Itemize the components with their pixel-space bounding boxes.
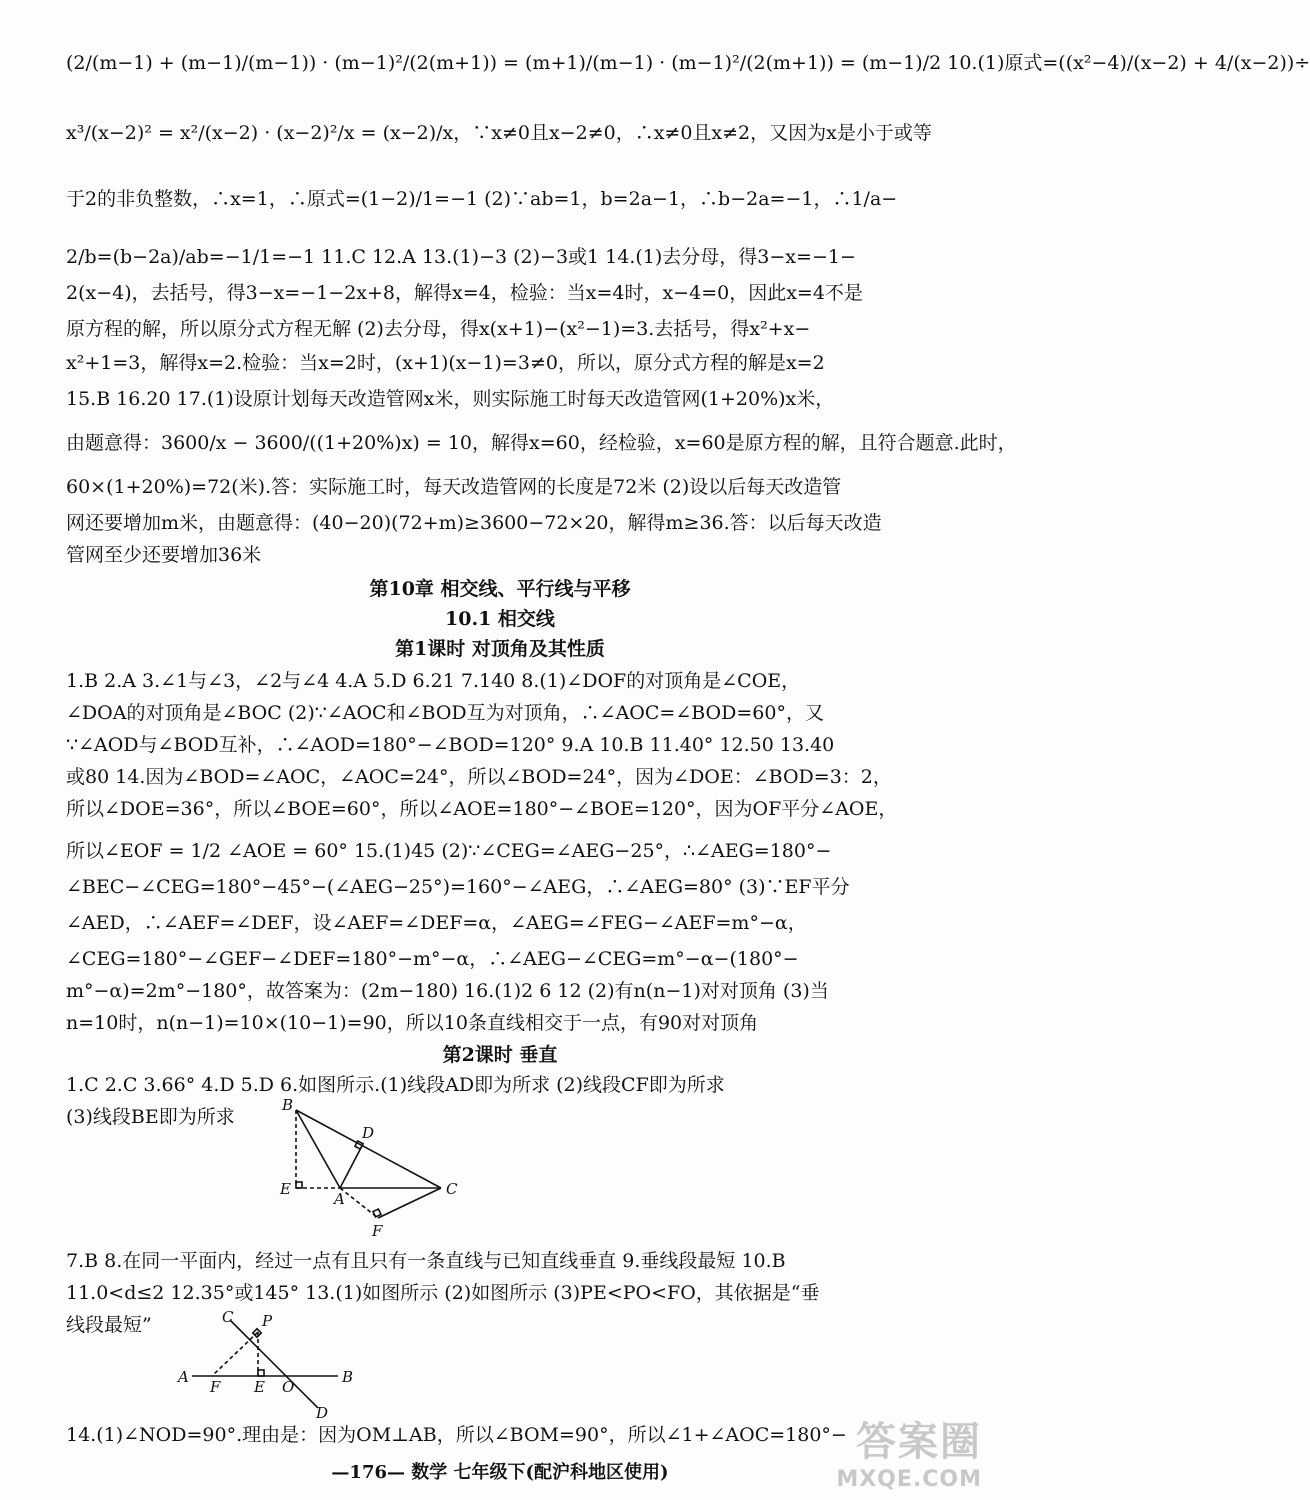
label-P: P [262, 1312, 273, 1330]
text-line: x³/(x−2)² = x²/(x−2) · (x−2)²/x = (x−2)/x，∵x≠0且x−2≠0，∴x≠0且x≠2，又因为x是小于或等 [66, 122, 932, 144]
label-O: O [282, 1378, 295, 1396]
label-E: E [280, 1180, 291, 1198]
text-line: ∵∠AOD与∠BOD互补，∴∠AOD=180°−∠BOD=120° 9.A 10.B 11.40° 12.50 13.40 [66, 734, 835, 756]
text-line: 2/b=(b−2a)/ab=−1/1=−1 11.C 12.A 13.(1)−3 (2)−3或1 14.(1)去分母，得3−x=−1− [66, 246, 856, 268]
label-A: A [334, 1190, 345, 1208]
perpendicular-figure-1 [276, 1098, 476, 1238]
text-line: ∠BEC−∠CEG=180°−45°−(∠AEG−25°)=160°−∠AEG，∴∠AEG=80° (3)∵EF平分 [66, 876, 850, 898]
label-B: B [282, 1096, 294, 1114]
lesson-title: 第2课时 垂直 [442, 1044, 558, 1066]
text-line: 11.0<d≤2 12.35°或145° 13.(1)如图所示 (2)如图所示 (3)PE<PO<FO，其依据是“垂 [66, 1282, 820, 1304]
text-line: 60×(1+20%)=72(米).答：实际施工时，每天改造管网的长度是72米 (2)设以后每天改造管 [66, 476, 842, 498]
lesson-title: 第1课时 对顶角及其性质 [395, 638, 605, 660]
text-line: 或80 14.因为∠BOD=∠AOC，∠AOC=24°，所以∠BOD=24°，因为∠DOE：∠BOD=3：2， [66, 766, 892, 788]
label-C: C [222, 1308, 234, 1326]
text-line: m°−α)=2m°−180°，故答案为：(2m−180) 16.(1)2 6 12 (2)有n(n−1)对对顶角 (3)当 [66, 980, 829, 1002]
text-line: 15.B 16.20 17.(1)设原计划每天改造管网x米，则实际施工时每天改造管网(1+20%)x米， [66, 388, 835, 410]
label-B: B [342, 1368, 354, 1386]
text-line: 由题意得：3600/x − 3600/((1+20%)x) = 10，解得x=60，经检验，x=60是原方程的解，且符合题意.此时， [66, 432, 1017, 454]
text-line: ∠AED，∴∠AEF=∠DEF，设∠AEF=∠DEF=α，∠AEG=∠FEG−∠AEF=m°−α， [66, 912, 807, 934]
text-line: (2/(m−1) + (m−1)/(m−1)) · (m−1)²/(2(m+1)) = (m+1)/(m−1) · (m−1)²/(2(m+1)) = (m−1)/2 10.(1)原式=((x²−4)/(x−2) + 4/(x−2))÷ [66, 52, 1310, 74]
text-line: (3)线段BE即为所求 [66, 1106, 235, 1128]
label-F: F [210, 1378, 221, 1396]
text-line: 原方程的解，所以原分式方程无解 (2)去分母，得x(x+1)−(x²−1)=3.去括号，得x²+x− [66, 318, 811, 340]
section-title: 10.1 相交线 [445, 608, 555, 630]
text-line: x²+1=3，解得x=2.检验：当x=2时，(x+1)(x−1)=3≠0，所以，原分式方程的解是x=2 [66, 352, 825, 374]
text-line: 所以∠EOF = 1/2 ∠AOE = 60° 15.(1)45 (2)∵∠CEG=∠AEG−25°，∴∠AEG=180°− [66, 840, 832, 862]
label-C: C [446, 1180, 458, 1198]
text-line: 2(x−4)，去括号，得3−x=−1−2x+8，解得x=4，检验：当x=4时，x−4=0，因此x=4不是 [66, 282, 863, 304]
label-F: F [372, 1222, 383, 1240]
watermark-url: MXQE.COM [836, 1467, 982, 1492]
perpendicular-figure-2 [178, 1310, 358, 1420]
text-line: 所以∠DOE=36°，所以∠BOE=60°，所以∠AOE=180°−∠BOE=120°，因为OF平分∠AOE， [66, 798, 898, 820]
watermark [836, 1410, 982, 1492]
text-line: 1.B 2.A 3.∠1与∠3，∠2与∠4 4.A 5.D 6.21 7.140 8.(1)∠DOF的对顶角是∠COE， [66, 670, 801, 692]
text-line: 1.C 2.C 3.66° 4.D 5.D 6.如图所示.(1)线段AD即为所求 (2)线段CF即为所求 [66, 1074, 725, 1096]
text-line: ∠CEG=180°−∠GEF−∠DEF=180°−m°−α，∴∠AEG−∠CEG=m°−α−(180°− [66, 948, 799, 970]
text-line: 14.(1)∠NOD=90°.理由是：因为OM⊥AB，所以∠BOM=90°，所以∠1+∠AOC=180°− [66, 1424, 847, 1446]
chapter-title: 第10章 相交线、平行线与平移 [369, 578, 631, 600]
label-A: A [178, 1368, 189, 1386]
label-D: D [316, 1404, 329, 1422]
label-D: D [362, 1124, 375, 1142]
watermark-logo: 答案圈 [856, 1419, 982, 1465]
text-line: ∠DOA的对顶角是∠BOC (2)∵∠AOC和∠BOD互为对顶角，∴∠AOC=∠BOD=60°，又 [66, 702, 824, 724]
text-line: 线段最短” [66, 1314, 152, 1336]
text-line: 管网至少还要增加36米 [66, 544, 262, 566]
text-line: 网还要增加m米，由题意得：(40−20)(72+m)≥3600−72×20，解得m≥36.答：以后每天改造 [66, 512, 882, 534]
page-footer: —176— 数学 七年级下(配沪科地区使用) [331, 1462, 669, 1483]
label-E: E [254, 1378, 265, 1396]
text-line: n=10时，n(n−1)=10×(10−1)=90，所以10条直线相交于一点，有90对对顶角 [66, 1012, 759, 1034]
text-line: 7.B 8.在同一平面内，经过一点有且只有一条直线与已知直线垂直 9.垂线段最短 10.B [66, 1250, 786, 1272]
text-line: 于2的非负整数，∴x=1，∴原式=(1−2)/1=−1 (2)∵ab=1，b=2a−1，∴b−2a=−1，∴1/a− [66, 188, 898, 210]
